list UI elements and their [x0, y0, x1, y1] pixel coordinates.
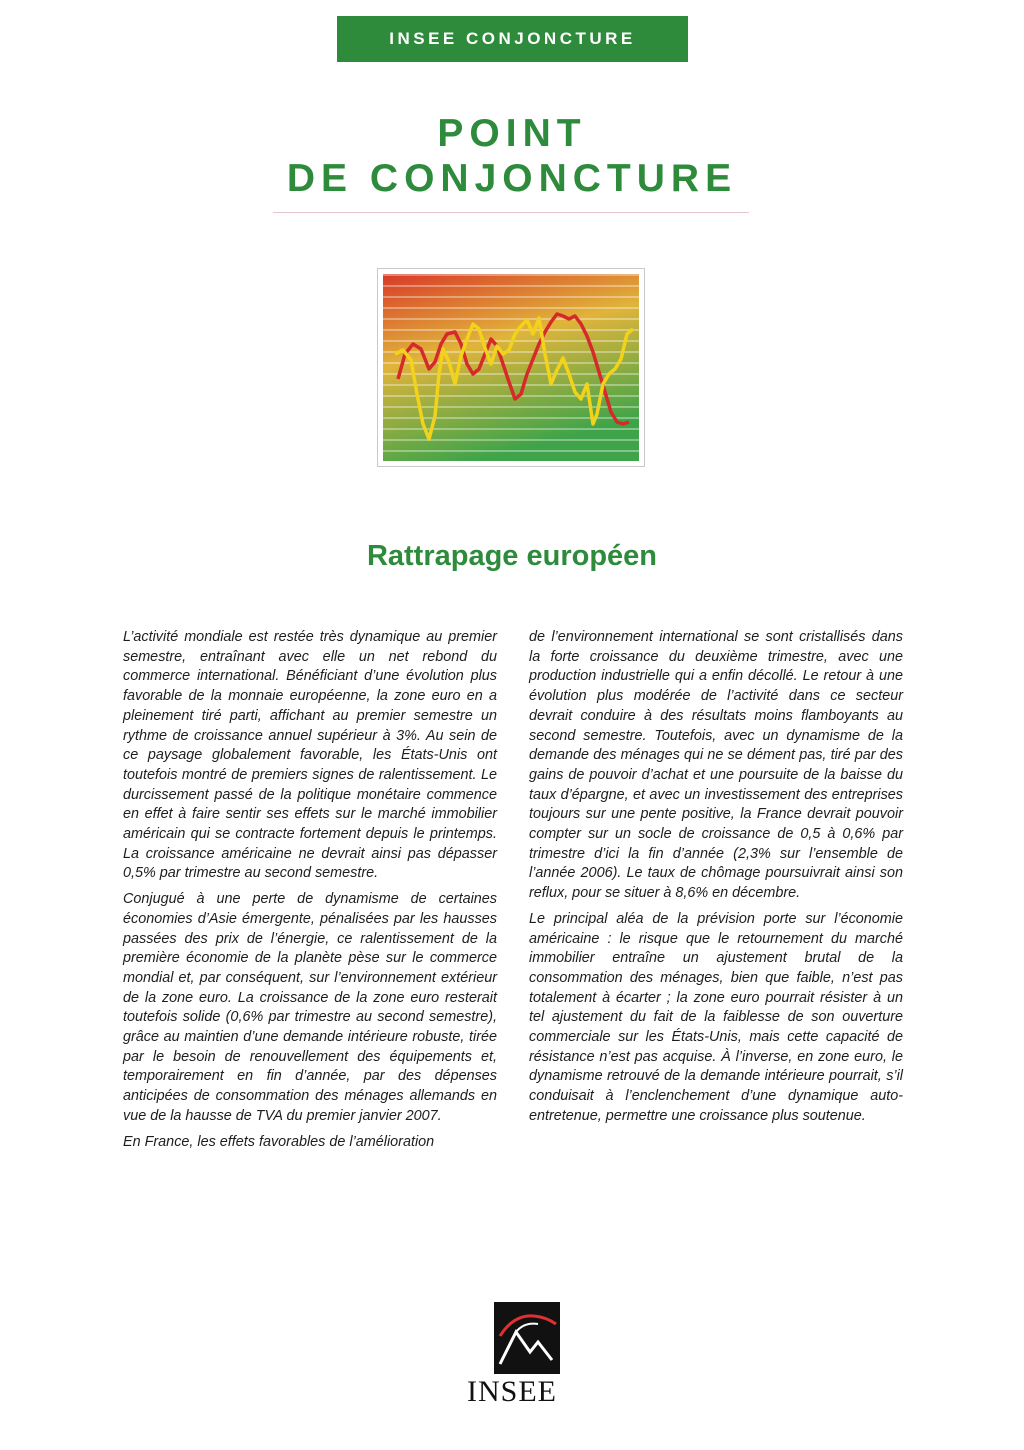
- logo-text: INSEE: [467, 1375, 557, 1408]
- left-paragraph-3: En France, les effets favorables de l’amélioration: [123, 1133, 435, 1150]
- title-divider: [273, 212, 749, 213]
- left-text-column: [123, 628, 497, 1158]
- banner-text: INSEE CONJONCTURE: [389, 29, 636, 48]
- left-paragraph-2: Conjugué à une perte de dynamisme de certaines économies d’Asie émergente, pénalisées par les hausses passées des prix de l’énergie, ce ralentissement de la première économie de la planète pèse sur le commerce mondial et, par conséquent, sur l’environnement extérieur de la zone euro. La croissance de la zone euro resterait toutefois solide (0,6% par trimestre au second semestre), grâce au maintien d’une demande intérieure robuste, tirée par le besoin de renouvellement des équipements et, temporairement en fin d’année, par des dépenses anticipées de consommation des ménages allemands en vue de la hausse de TVA du premier janvier 2007.: [123, 891, 497, 1124]
- chart-stripes: [383, 274, 639, 461]
- section-subtitle: Rattrapage européen: [366, 540, 658, 572]
- left-paragraph-1: L’activité mondiale est restée très dynamique au premier semestre, entraînant avec elle un net rebond du commerce international. Bénéficiant d’une évolution plus favorable de la monnaie européenne, la zone euro en a pleinement tiré parti, affichant au premier semestre un rythme de croissance annuel supérieur à 3%. Au sein de ce paysage globalement favorable, les États-Unis ont toutefois montré de premiers signes de ralentissement. Le durcissement passé de la politique monétaire commence en effet à faire sentir ses effets sur le marché immobilier américain qui se contracte fortement depuis le printemps. La croissance américaine ne devrait ainsi pas dépasser 0,5% par trimestre au second semestre.: [123, 629, 497, 882]
- insee-logo: [462, 1302, 562, 1417]
- right-text-column: [529, 628, 903, 1133]
- right-paragraph-1: de l’environnement international se sont cristallisés dans la forte croissance du deuxième trimestre, avec une production industrielle qui a enfin décollé. Le retour à une évolution plus modérée de l’activité dans ce secteur devrait conduire à des résultats moins flamboyants au second semestre. Toutefois, avec un dynamisme de la demande des ménages qui ne se dément pas, tiré par des gains de pouvoir d’achat et une poursuite de la baisse du taux d’épargne, et avec un investissement des entreprises toujours sur une pente positive, la France devrait pouvoir compter sur un socle de croissance de 0,5 à 0,6% par trimestre d’ici la fin d’année (2,3% sur l’ensemble de l’année 2006). Le taux de chômage poursuivrait ainsi son reflux, pour se situer à 8,6% en décembre.: [529, 629, 903, 902]
- cover-chart-illustration: [377, 268, 645, 467]
- insee-logo-icon: [494, 1302, 560, 1374]
- right-paragraph-2: Le principal aléa de la prévision porte sur l’économie américaine : le risque que le retournement du marché immobilier entraîne un ajustement brutal de la consommation des ménages, bien que faible, n’est pas totalement à écarter ; la zone euro pourrait résister à un tel ajustement du fait de la faiblesse de son ouverture commerciale sur les États-Unis, mais cette capacité de résistance n’est pas acquise. À l’inverse, en zone euro, le dynamisme retrouvé de la demande intérieure pourrait, s’il conduisait à l’enclenchement d’une dynamique auto-entretenue, permettre une croissance plus soutenue.: [529, 910, 903, 1124]
- page-title-line1: POINT: [437, 112, 587, 155]
- publication-banner: [337, 16, 688, 62]
- line-chart-illustration-icon: [383, 274, 639, 461]
- page-title-line2: DE CONJONCTURE: [286, 157, 738, 200]
